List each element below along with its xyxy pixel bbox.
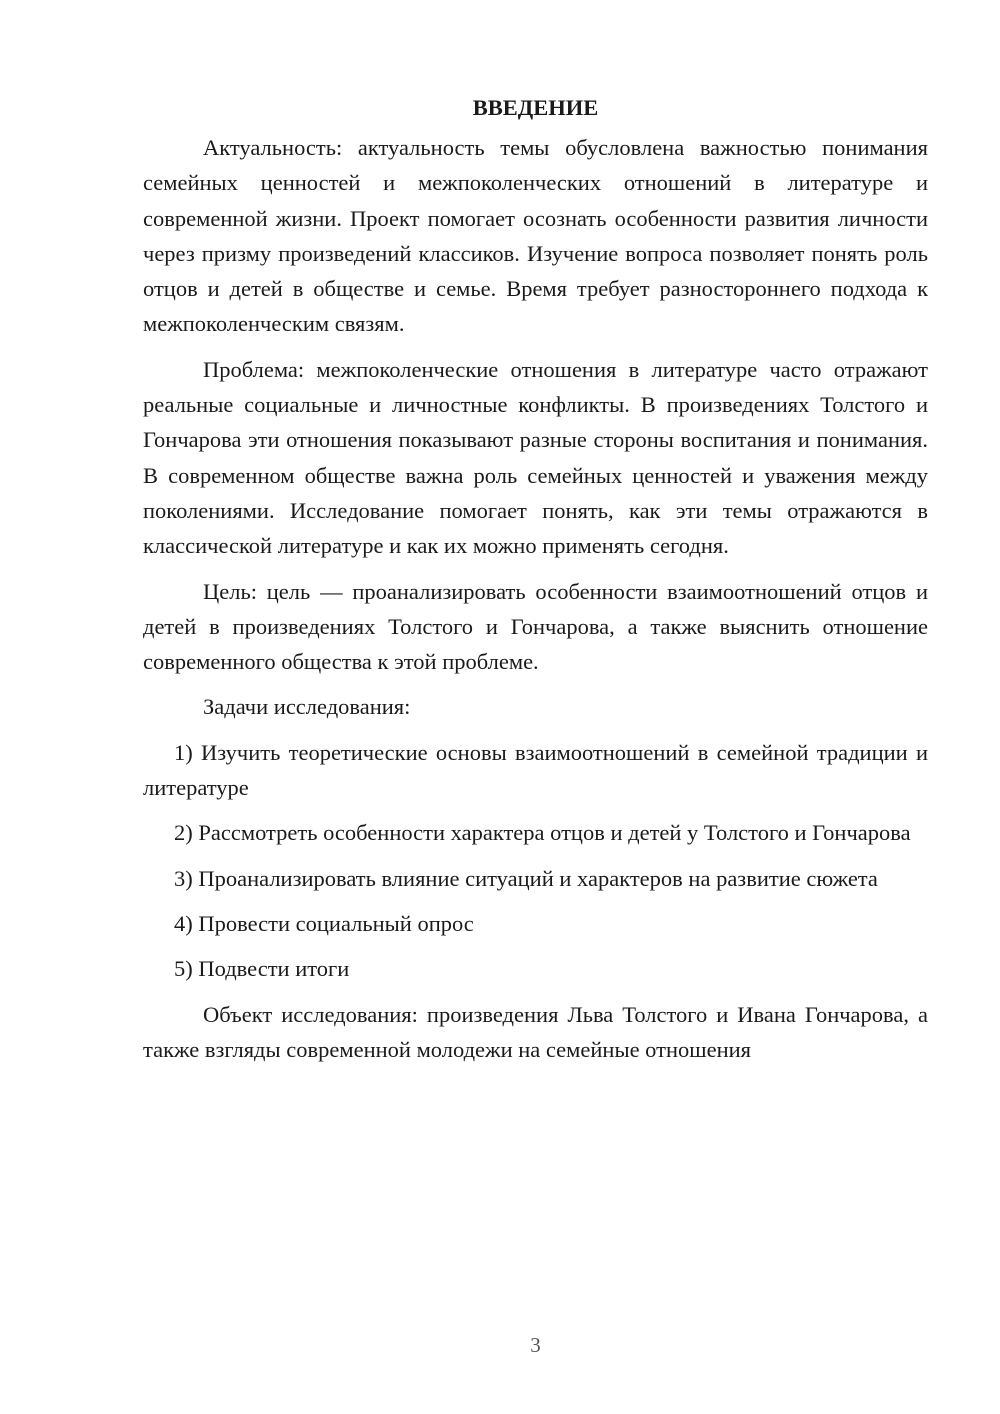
paragraph-goal: Цель: цель — проанализировать особенности взаимоотношений отцов и детей в произведениях Толстого и Гончарова, а также выяснить отношение современного общества к этой проблеме. [143,578,928,675]
paragraph-object: Объект исследования: произведения Льва Толстого и Ивана Гончарова, а также взгляды современной молодежи на семейные отношения [143,1001,928,1062]
task-item-4: 4) Провести социальный опрос [174,910,474,936]
document-page [143,90,928,1077]
page-number: 3 [530,1333,541,1357]
paragraph-relevance: Актуальность: актуальность темы обусловлена важностью понимания семейных ценностей и межпоколенческих отношений в литературе и современной жизни. Проект помогает осознать особенности развития личности через призму произведений классиков. Изучение вопроса позволяет понять роль отцов и детей в обществе и семье. Время требует разностороннего подхода к межпоколенческим связям. [143,135,928,337]
task-item-1: 1) Изучить теоретические основы взаимоотношений в семейной традиции и литературе [143,739,928,801]
paragraph-problem: Проблема: межпоколенческие отношения в литературе часто отражают реальные социальные и личностные конфликты. В произведениях Толстого и Гончарова эти отношения показывают разные стороны воспитания и понимания. В современном обществе важна роль семейных ценностей и уважения между поколениями. Исследование помогает понять, как эти темы отражаются в классической литературе и как их можно применять сегодня. [143,356,928,559]
task-item-5: 5) Подвести итоги [174,956,350,982]
paragraph-tasks-heading: Задачи исследования: [203,694,411,720]
task-item-3: 3) Проанализировать влияние ситуаций и характеров на развитие сюжета [174,865,878,891]
task-item-2: 2) Рассмотреть особенности характера отцов и детей у Толстого и Гончарова [174,820,911,846]
page-title: ВВЕДЕНИЕ [472,95,599,120]
